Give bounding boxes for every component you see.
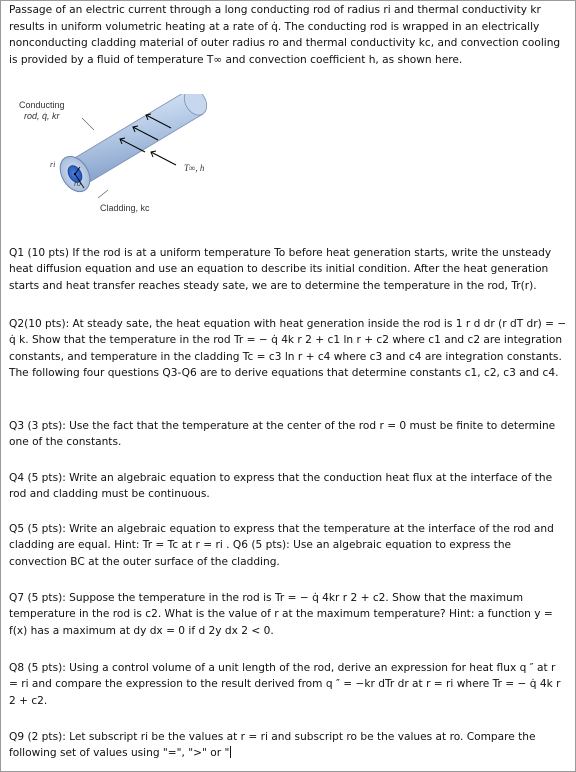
rod-label-line1: Conducting	[19, 100, 65, 110]
question-7: Q7 (5 pts): Suppose the temperature in the rod is Tr = − q̇ 4kr r 2 + c2. Show that the maximum temperature in the rod is c2. What is the value of r at the maximum temperature? Hint: a function y = f(x) has a maximum at dy dx = 0 if d 2y dx 2 < 0.	[9, 592, 553, 637]
question-9	[9, 729, 567, 762]
question-1: Q1 (10 pts) If the rod is at a uniform temperature To before heat generation starts, write the unsteady heat diffusion equation and use an equation to describe its initial condition. After the heat generation starts and heat transfer reaches steady sate, we are to determine the temperature in the rod, Tr(r).	[9, 247, 552, 292]
question-3: Q3 (3 pts): Use the fact that the temperature at the center of the rod r = 0 must be finite to determine one of the constants.	[9, 420, 556, 449]
question-8: Q8 (5 pts): Using a control volume of a unit length of the rod, derive an expression for heat flux q ″ at r = ri and compare the expression to the result derived from q ″ = −kr dTr dr at r = ri where Tr = − q̇ 4k r 2 + c2.	[9, 662, 561, 707]
ri-label: ri	[50, 160, 56, 169]
ro-label: ro	[74, 179, 81, 188]
cladding-label: Cladding, kc	[100, 203, 150, 213]
question-4: Q4 (5 pts): Write an algebraic equation to express that the conduction heat flux at the interface of the rod and cladding must be continuous.	[9, 472, 553, 501]
rod-label-line2: rod, q̇, kr	[24, 111, 60, 121]
text-cursor	[230, 746, 231, 758]
cylinder-diagram	[10, 94, 270, 229]
rod-figure	[10, 94, 270, 229]
intro-paragraph: Passage of an electric current through a long conducting rod of radius ri and thermal conductivity kr results in uniform volumetric heating at a rate of q̇. The conducting rod is wrapped in an electrically nonconducting cladding material of outer radius ro and thermal conductivity kc, and convection cooling is provided by a fluid of temperature T∞ and convection coefficient h, as shown here.	[9, 4, 561, 66]
question-2: Q2(10 pts): At steady sate, the heat equation with heat generation inside the rod is 1 r d dr (r dT dr) = − q̇ k. Show that the temperature in the rod Tr = − q̇ 4k r 2 + c1 ln r + c2 where c1 and c2 are integration constants, and temperature in the cladding Tc = c3 ln r + c4 where c3 and c4 are integration constants. The following four questions Q3-Q6 are to derive equations that determine constants c1, c2, c3 and c4.	[9, 318, 567, 380]
question-9-text: Q9 (2 pts): Let subscript ri be the values at r = ri and subscript ro be the values at ro. Compare the following set of values using "=", ">" or "	[9, 731, 536, 760]
fluid-label: T∞, h	[184, 163, 205, 173]
question-5: Q5 (5 pts): Write an algebraic equation to express that the temperature at the interface of the rod and cladding are equal. Hint: Tr = Tc at r = ri . Q6 (5 pts): Use an algebraic equation to express the convection BC at the outer surface of the cladding.	[9, 523, 554, 568]
